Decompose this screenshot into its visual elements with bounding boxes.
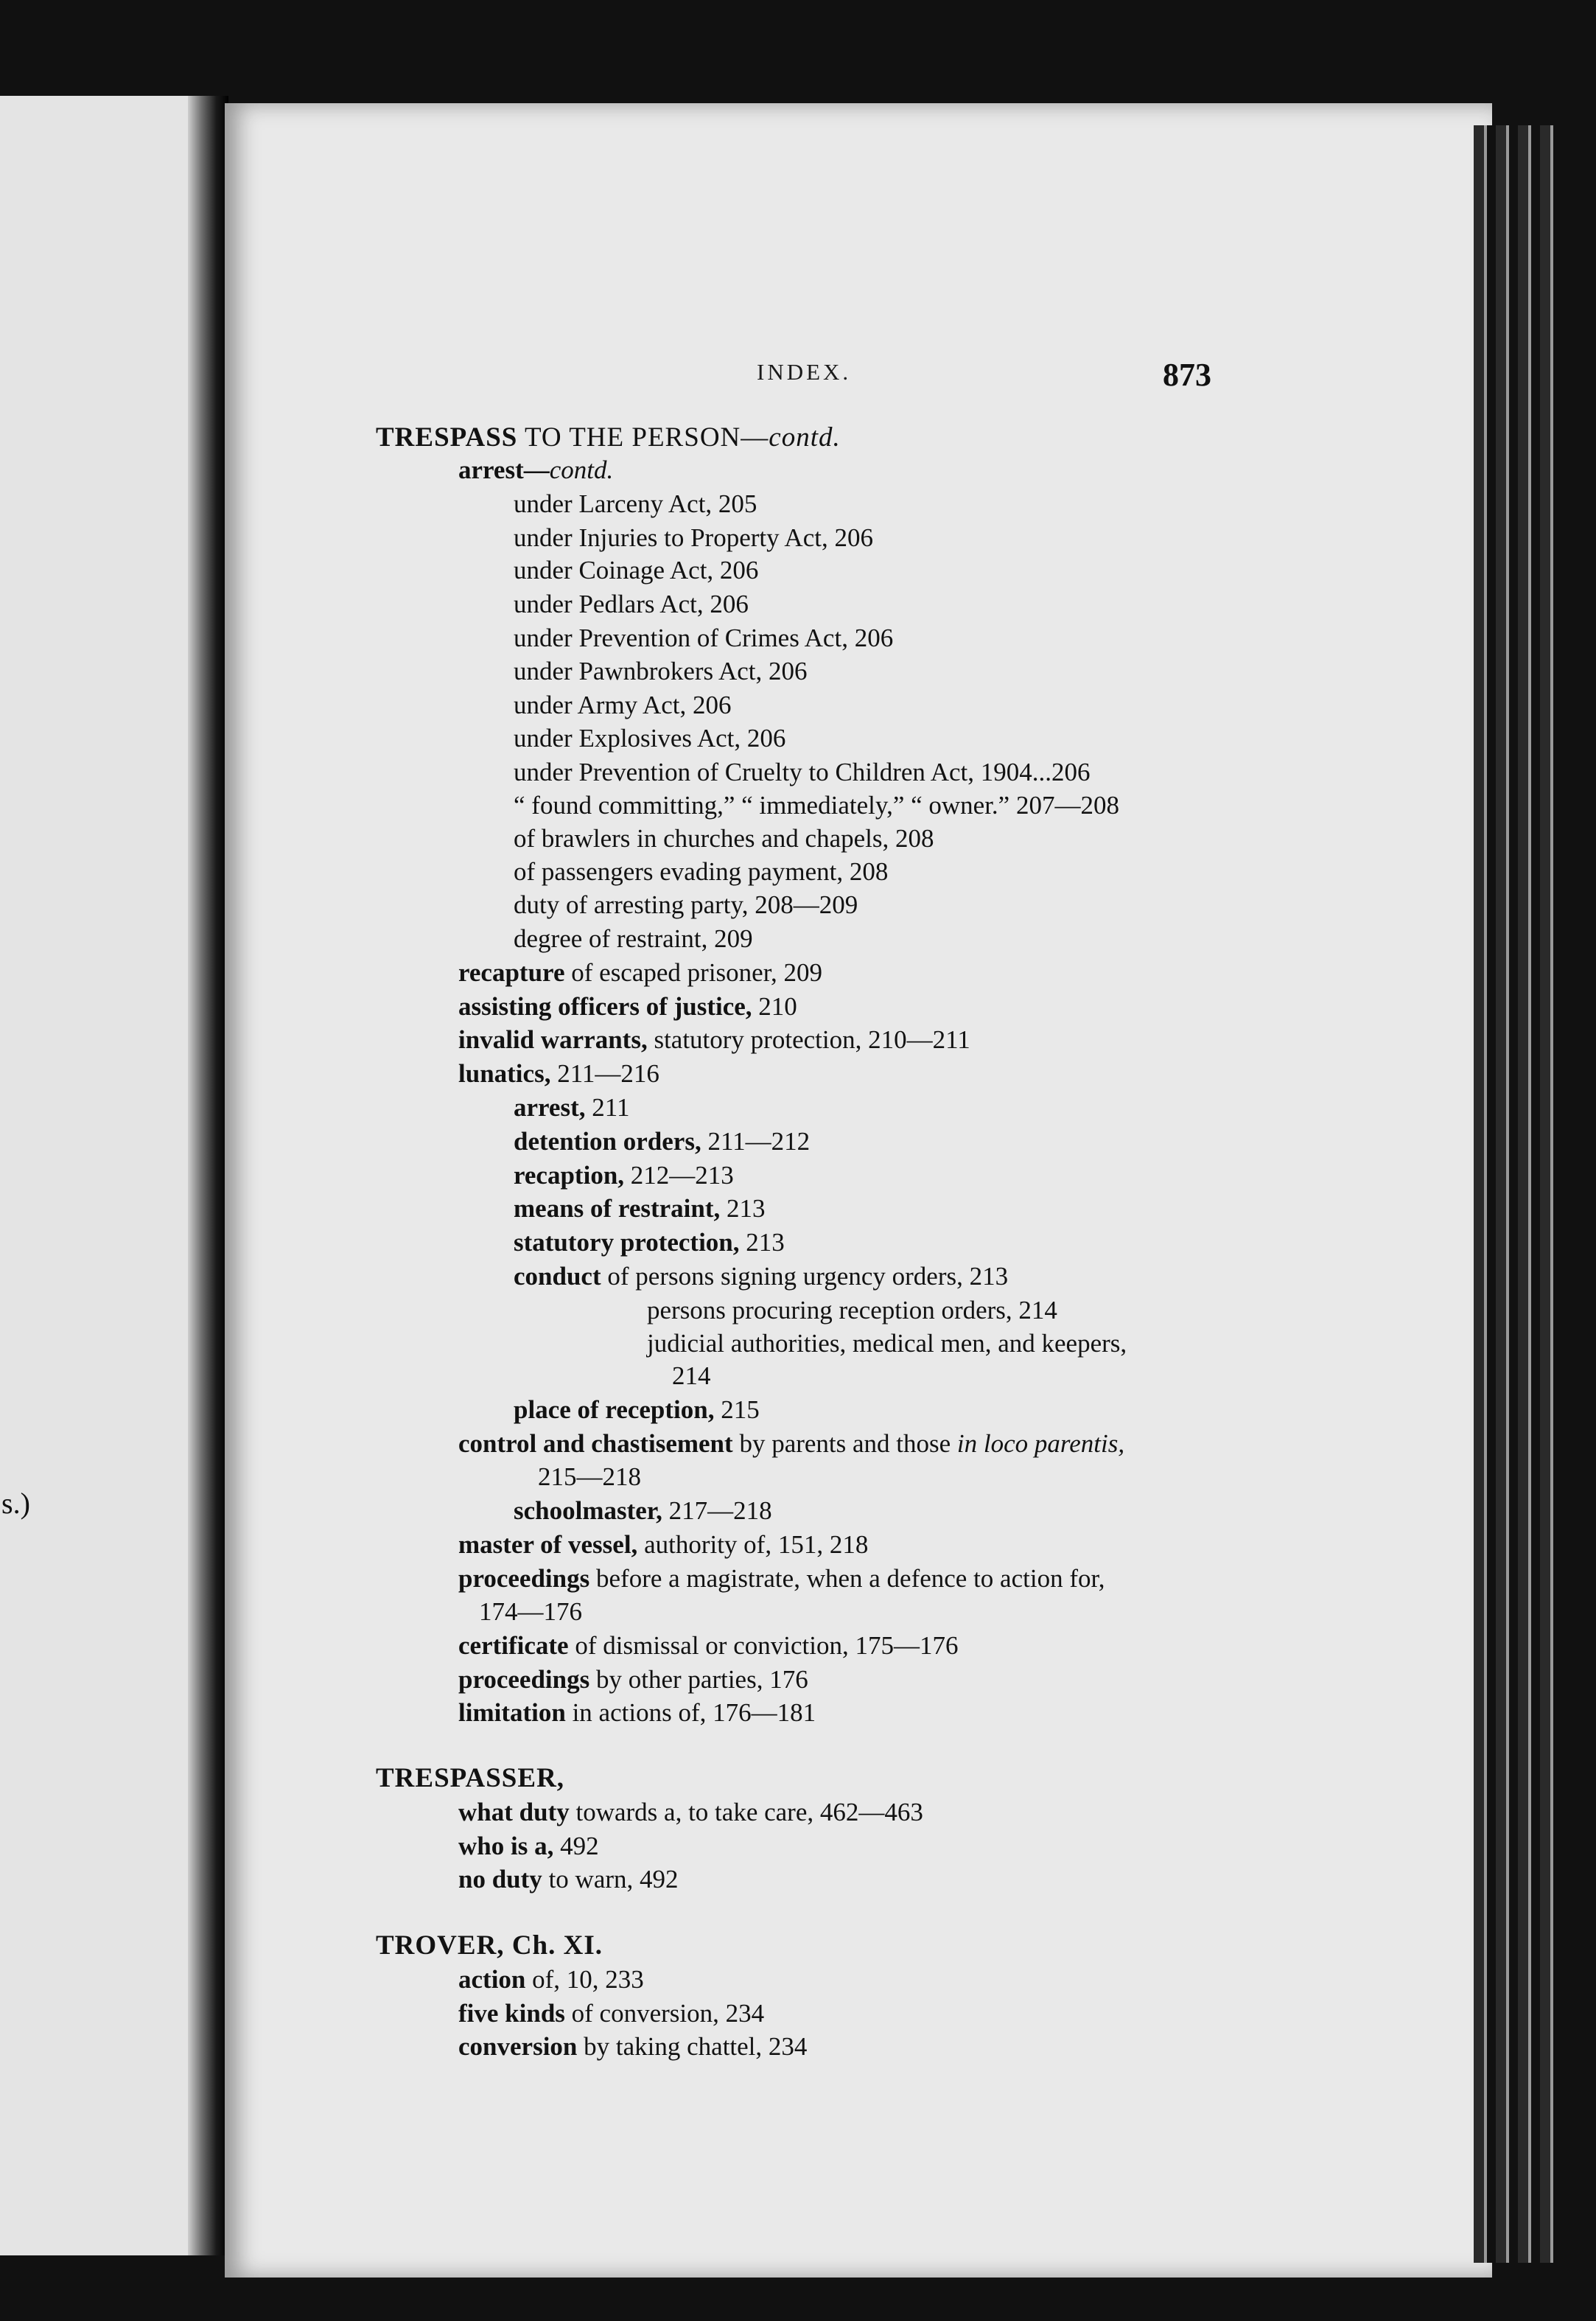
index-entry: under Prevention of Crimes Act, 206 (514, 624, 894, 652)
index-entry: duty of arresting party, 208—209 (514, 890, 858, 919)
index-subheading: lunatics, 211—216 (458, 1059, 659, 1088)
index-entry: judicial authorities, medical men, and keepers, (647, 1329, 1127, 1358)
index-subheading: no duty to warn, 492 (458, 1865, 679, 1894)
index-subheading: five kinds of conversion, 234 (458, 1999, 765, 2028)
index-heading: TRESPASS TO THE PERSON—contd. (376, 422, 841, 453)
index-entry: conduct of persons signing urgency orders, 213 (514, 1262, 1009, 1291)
index-entry: detention orders, 211—212 (514, 1127, 811, 1156)
index-subheading: proceedings by other parties, 176 (458, 1665, 808, 1694)
index-entry: under Prevention of Cruelty to Children Act, 1904...206 (514, 758, 1091, 786)
index-subheading: certificate of dismissal or conviction, 175—176 (458, 1631, 959, 1660)
index-subheading: what duty towards a, to take care, 462—463 (458, 1798, 923, 1826)
index-entry: under Pawnbrokers Act, 206 (514, 657, 808, 685)
index-subheading: arrest—contd. (458, 456, 614, 484)
index-entry: “ found committing,” “ immediately,” “ owner.” 207—208 (514, 791, 1119, 820)
left-page-fragment: s.) (1, 1487, 30, 1520)
index-subheading: invalid warrants, statutory protection, 210—211 (458, 1025, 970, 1054)
index-heading: TROVER, Ch. XI. (376, 1930, 603, 1961)
index-subheading: control and chastisement by parents and those in loco parentis, (458, 1429, 1125, 1458)
index-entry-continuation: 215—218 (538, 1462, 641, 1491)
index-entry: under Injuries to Property Act, 206 (514, 523, 873, 552)
index-subheading: conversion by taking chattel, 234 (458, 2032, 808, 2061)
index-entry: statutory protection, 213 (514, 1228, 785, 1257)
index-entry: arrest, 211 (514, 1093, 630, 1122)
index-subheading: recapture of escaped prisoner, 209 (458, 958, 822, 987)
index-heading: TRESPASSER, (376, 1763, 565, 1793)
index-entry: persons procuring reception orders, 214 (647, 1296, 1057, 1324)
index-subheading: assisting officers of justice, 210 (458, 992, 797, 1021)
index-subheading: who is a, 492 (458, 1832, 599, 1860)
index-subheading: limitation in actions of, 176—181 (458, 1698, 816, 1727)
index-entry: under Explosives Act, 206 (514, 724, 786, 753)
index-entry: recaption, 212—213 (514, 1161, 734, 1190)
running-head: INDEX. (757, 359, 852, 385)
index-entry-continuation: 174—176 (479, 1597, 582, 1626)
index-entry: degree of restraint, 209 (514, 924, 753, 953)
index-entry: means of restraint, 213 (514, 1194, 766, 1223)
index-subheading: action of, 10, 233 (458, 1965, 644, 1994)
index-entry: under Larceny Act, 205 (514, 489, 757, 518)
index-subheading: proceedings before a magistrate, when a defence to action for, (458, 1564, 1105, 1593)
index-entry: schoolmaster, 217—218 (514, 1496, 772, 1525)
index-entry: under Army Act, 206 (514, 691, 732, 719)
index-entry: under Pedlars Act, 206 (514, 590, 749, 618)
page-number: 873 (1163, 357, 1211, 393)
index-entry: under Coinage Act, 206 (514, 556, 759, 584)
index-entry: place of reception, 215 (514, 1395, 760, 1424)
index-entry-continuation: 214 (672, 1361, 711, 1390)
index-subheading: master of vessel, authority of, 151, 218 (458, 1530, 869, 1559)
index-entry: of passengers evading payment, 208 (514, 857, 889, 886)
index-entry: of brawlers in churches and chapels, 208 (514, 824, 934, 853)
